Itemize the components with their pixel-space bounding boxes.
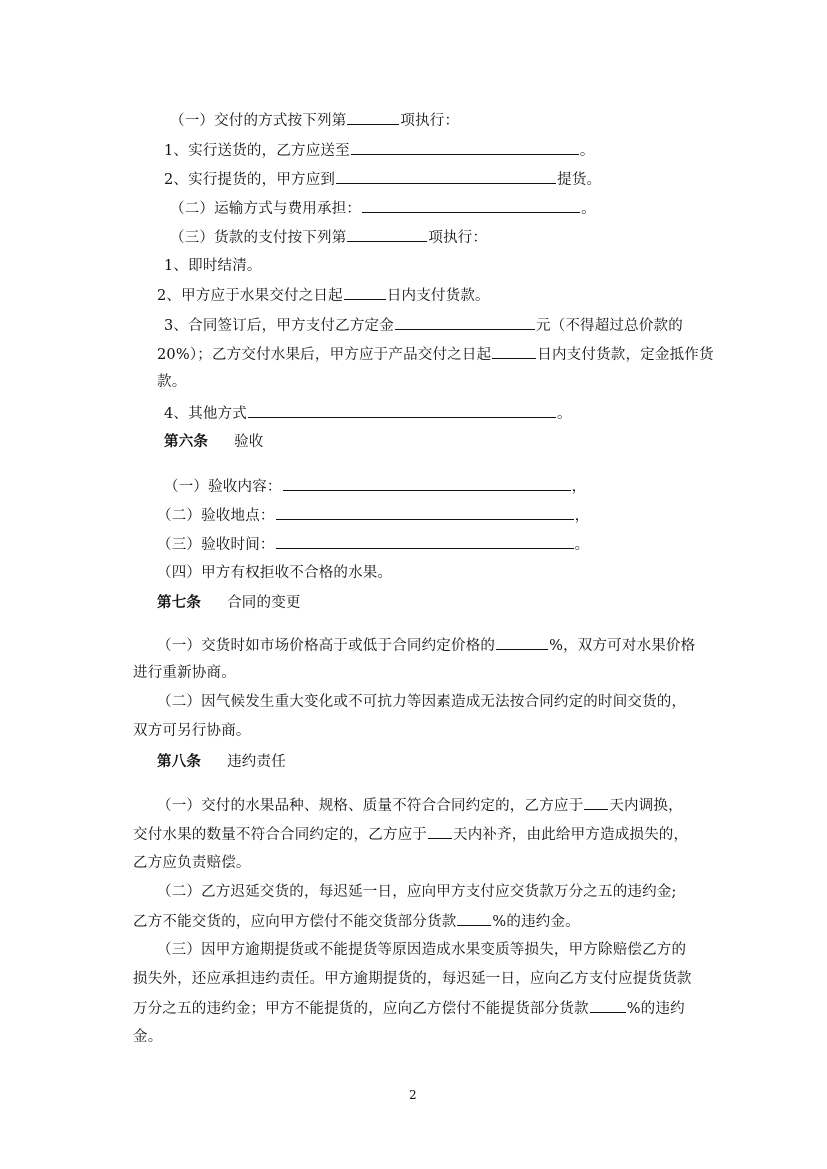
blank-field[interactable]: [336, 169, 556, 184]
blank-field[interactable]: [276, 505, 574, 520]
article-8-heading: [157, 752, 286, 772]
blank-field[interactable]: [248, 403, 556, 418]
delivery-option-1: 1、实行送货的，乙方应送至 。: [164, 140, 595, 161]
transport-line: （二）运输方式与费用承担： 。: [170, 198, 596, 219]
article-number: 第七条: [157, 595, 202, 611]
blank-field[interactable]: [283, 476, 571, 491]
blank-field[interactable]: [276, 534, 574, 549]
payment-option-3: 3、合同签订后，甲方支付乙方定金 元（不得超过总价款的: [164, 315, 683, 336]
liability-clause-1: （一）交付的水果品种、规格、质量不符合合同约定的，乙方应于 天内调换，: [157, 795, 683, 816]
payment-method-line: （三）货款的支付按下列第 项执行：: [170, 227, 487, 248]
payment-option-3-cont: 20%）；乙方交付水果后，甲方应于产品交付之日起 日内支付货款，定金抵作货: [157, 344, 714, 365]
liability-clause-3: （三）因甲方逾期提货或不能提货等原因造成水果变质等损失，甲方除赔偿乙方的: [157, 942, 687, 958]
payment-option-1: 1、即时结清。: [164, 258, 262, 274]
article-number: 第六条: [164, 434, 209, 450]
blank-field[interactable]: [584, 795, 608, 810]
payment-option-3-end: 款。: [157, 374, 187, 390]
blank-field[interactable]: [347, 110, 399, 125]
liability-clause-2-cont: 乙方不能交货的，应向甲方偿付不能交货部分货款 %的违约金。: [133, 911, 580, 932]
inspection-place: （二）验收地点： ，: [157, 505, 589, 526]
blank-field[interactable]: [395, 315, 535, 330]
article-title: 验收: [234, 434, 264, 450]
blank-field[interactable]: [362, 198, 580, 213]
inspection-content: （一）验收内容： ，: [164, 476, 586, 497]
change-clause-2: （二）因气候发生重大变化或不可抗力等因素造成无法按合同约定的时间交货的，: [157, 694, 687, 710]
change-clause-1: （一）交货时如市场价格高于或低于合同约定价格的 %，双方可对水果价格: [157, 635, 695, 656]
payment-option-2: 2、甲方应于水果交付之日起 日内支付货款。: [157, 285, 490, 306]
blank-field[interactable]: [492, 344, 536, 359]
blank-field[interactable]: [344, 285, 386, 300]
article-title: 违约责任: [227, 754, 286, 770]
blank-field[interactable]: [457, 911, 491, 926]
liability-clause-2: （二）乙方迟延交货的，每迟延一日，应向甲方支付应交货款万分之五的违约金;: [157, 884, 677, 900]
change-clause-2-cont: 双方可另行协商。: [133, 723, 251, 739]
payment-option-4: 4、其他方式 。: [164, 403, 572, 424]
delivery-method-line: （一）交付的方式按下列第 项执行：: [170, 110, 459, 131]
blank-field[interactable]: [347, 227, 427, 242]
liability-clause-3-cont: 损失外，还应承担违约责任。甲方逾期提货的，每迟延一日，应向乙方支付应提货货款: [133, 971, 692, 987]
article-number: 第八条: [157, 754, 202, 770]
blank-field[interactable]: [351, 140, 579, 155]
inspection-time: （三）验收时间： 。: [157, 534, 589, 555]
page-number: 2: [409, 1088, 417, 1102]
delivery-option-2: 2、实行提货的，甲方应到 提货。: [164, 169, 601, 190]
liability-clause-3-end: 金。: [133, 1029, 163, 1045]
liability-clause-1-cont: 交付水果的数量不符合合同约定的，乙方应于 天内补齐，由此给甲方造成损失的，: [133, 824, 688, 845]
liability-clause-1-end: 乙方应负责赔偿。: [133, 855, 251, 871]
liability-clause-3-cont2: 万分之五的违约金；甲方不能提货的，应向乙方偿付不能提货部分货款 %的违约: [133, 998, 685, 1019]
blank-field[interactable]: [590, 998, 626, 1013]
article-7-heading: [157, 593, 301, 613]
article-6-heading: [164, 432, 264, 452]
blank-field[interactable]: [428, 824, 452, 839]
blank-field[interactable]: [496, 635, 548, 650]
inspection-reject: （四）甲方有权拒收不合格的水果。: [157, 565, 393, 581]
change-clause-1-cont: 进行重新协商。: [133, 665, 236, 681]
article-title: 合同的变更: [227, 595, 301, 611]
